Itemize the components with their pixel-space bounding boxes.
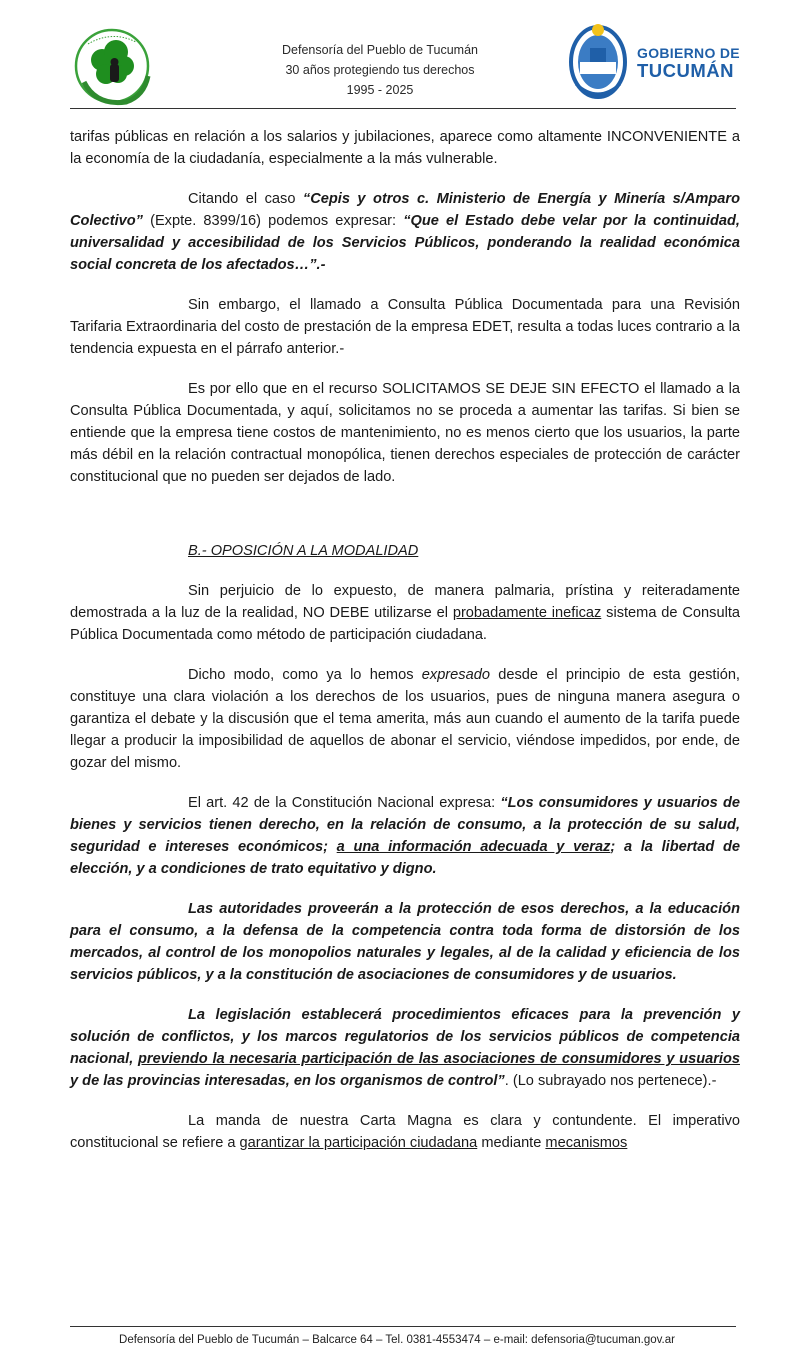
art42-quote-1: “Los consumidores y usuarios de bienes y servicios tienen derecho, en la relación de consumo, a la protección de su salud, seguridad e intereses económicos;	[70, 795, 740, 855]
document-body	[70, 126, 740, 1172]
p8-text: Las autoridades proveerán a la protección de esos derechos, a la educación para el consumo, a la defensa de la competencia contra toda forma de distorsión de los mercados, al control de los monopolios naturales y legales, al de la calidad y eficiencia de los servicios públicos, y a la constitución de asociaciones de consumidores y de usuarios.	[70, 901, 740, 983]
p6-text-b: desde el principio de esta gestión, constituye una clara violación a los derechos de los usuarios, pues de ninguna manera asegura o garantiza el debate y la discusión que el tema amerita, más aun cuando el aumento de la tarifa puede llegar a producir la imposibilidad de aquellos de abonar el servicio, viéndose impedidos, por ende, de gozar del mismo.	[70, 667, 740, 771]
p6-text-a: Dicho modo, como ya lo hemos	[188, 667, 422, 683]
paragraph-2	[70, 188, 740, 276]
p5-text-b: sistema de Consulta Pública Documentada como método de participación ciudadana.	[70, 605, 740, 643]
p5-text-a: Sin perjuicio de lo expuesto, de manera palmaria, prístina y reiteradamente demostrada a la luz de la realidad, NO DEBE utilizarse el	[70, 583, 740, 621]
paragraph-10	[70, 1110, 740, 1154]
p4-text: Es por ello que en el recurso SOLICITAMOS SE DEJE SIN EFECTO el llamado a la Consulta Pública Documentada, y aquí, solicitamos no se proceda a aumentar las tarifas. Si bien se entiende que la empresa tiene costos de mantenimiento, no es menos cierto que los usuarios, la parte más débil en la relación contractual monopólica, tienen derechos especiales de protección de carácter constitucional que no pueden ser dejados de lado.	[70, 381, 740, 485]
p9-text-c: . (Lo subrayado nos pertenece).-	[504, 1073, 717, 1089]
p2-text-b: (Expte. 8399/16) podemos expresar:	[142, 213, 404, 229]
paragraph-9	[70, 1004, 740, 1092]
paragraph-3	[70, 294, 740, 360]
p2-text-a: Citando el caso	[188, 191, 303, 207]
org-name: Defensoría del Pueblo de Tucumán	[282, 43, 478, 57]
paragraph-5	[70, 580, 740, 646]
p6-italic: expresado	[421, 667, 490, 683]
gobierno-wordmark	[637, 44, 740, 80]
paragraph-1	[70, 126, 740, 170]
p7-text-a: El art. 42 de la Constitución Nacional expresa:	[188, 795, 501, 811]
defensoria-logo	[66, 22, 156, 110]
org-tagline: 30 años protegiendo tus derechos	[285, 63, 475, 77]
gov-line-1: GOBIERNO DE	[637, 45, 740, 61]
section-heading: B.- OPOSICIÓN A LA MODALIDAD	[188, 543, 419, 559]
header-title-block	[240, 40, 520, 100]
footer-divider	[70, 1326, 736, 1327]
gov-line-2: TUCUMÁN	[637, 60, 735, 81]
page-footer: Defensoría del Pueblo de Tucumán – Balcarce 64 – Tel. 0381-4553474 – e-mail: defensoria@tucuman.gov.ar	[119, 1334, 675, 1346]
p10-text-a: La manda de nuestra Carta Magna es clara y contundente. El imperativo constitucional se refiere a	[70, 1113, 740, 1151]
p10-underlined-2: mecanismos	[545, 1135, 628, 1151]
p1-text: tarifas públicas en relación a los salarios y jubilaciones, aparece como altamente INCONVENIENTE a la economía de la ciudadanía, especialmente a la más vulnerable.	[70, 129, 740, 167]
p9-text-b: y de las provincias interesadas, en los organismos de control”	[70, 1073, 505, 1089]
p10-underlined-1: garantizar la participación ciudadana	[239, 1135, 478, 1151]
art42-quote-2: ; a la libertad de elección, y a condiciones de trato equitativo y digno.	[70, 839, 740, 877]
paragraph-6	[70, 664, 740, 774]
org-years: 1995 - 2025	[346, 83, 414, 97]
p9-underlined: previendo la necesaria participación de las asociaciones de consumidores y usuarios	[137, 1051, 740, 1067]
paragraph-4	[70, 378, 740, 488]
header-divider	[70, 108, 736, 109]
page-header	[0, 0, 794, 110]
paragraph-7	[70, 792, 740, 880]
p3-text: Sin embargo, el llamado a Consulta Pública Documentada para una Revisión Tarifaria Extraordinaria del costo de prestación de la empresa EDET, resulta a todas luces contrario a la tendencia expuesta en el párrafo anterior.-	[70, 297, 740, 357]
p5-underlined: probadamente ineficaz	[452, 605, 602, 621]
p10-text-b: mediante	[477, 1135, 546, 1151]
paragraph-8	[70, 898, 740, 986]
case-quote: “Que el Estado debe velar por la continuidad, universalidad y accesibilidad de los Servicios Públicos, ponderando la realidad económica social concreta de los afectados…”.-	[70, 213, 740, 273]
p9-text-a: La legislación establecerá procedimientos eficaces para la prevención y solución de conflictos, y los marcos regulatorios de los servicios públicos de competencia nacional,	[70, 1007, 740, 1067]
case-citation: “Cepis y otros c. Ministerio de Energía y Minería s/Amparo Colectivo”	[70, 191, 740, 229]
art42-underlined: a una información adecuada y veraz	[336, 839, 611, 855]
